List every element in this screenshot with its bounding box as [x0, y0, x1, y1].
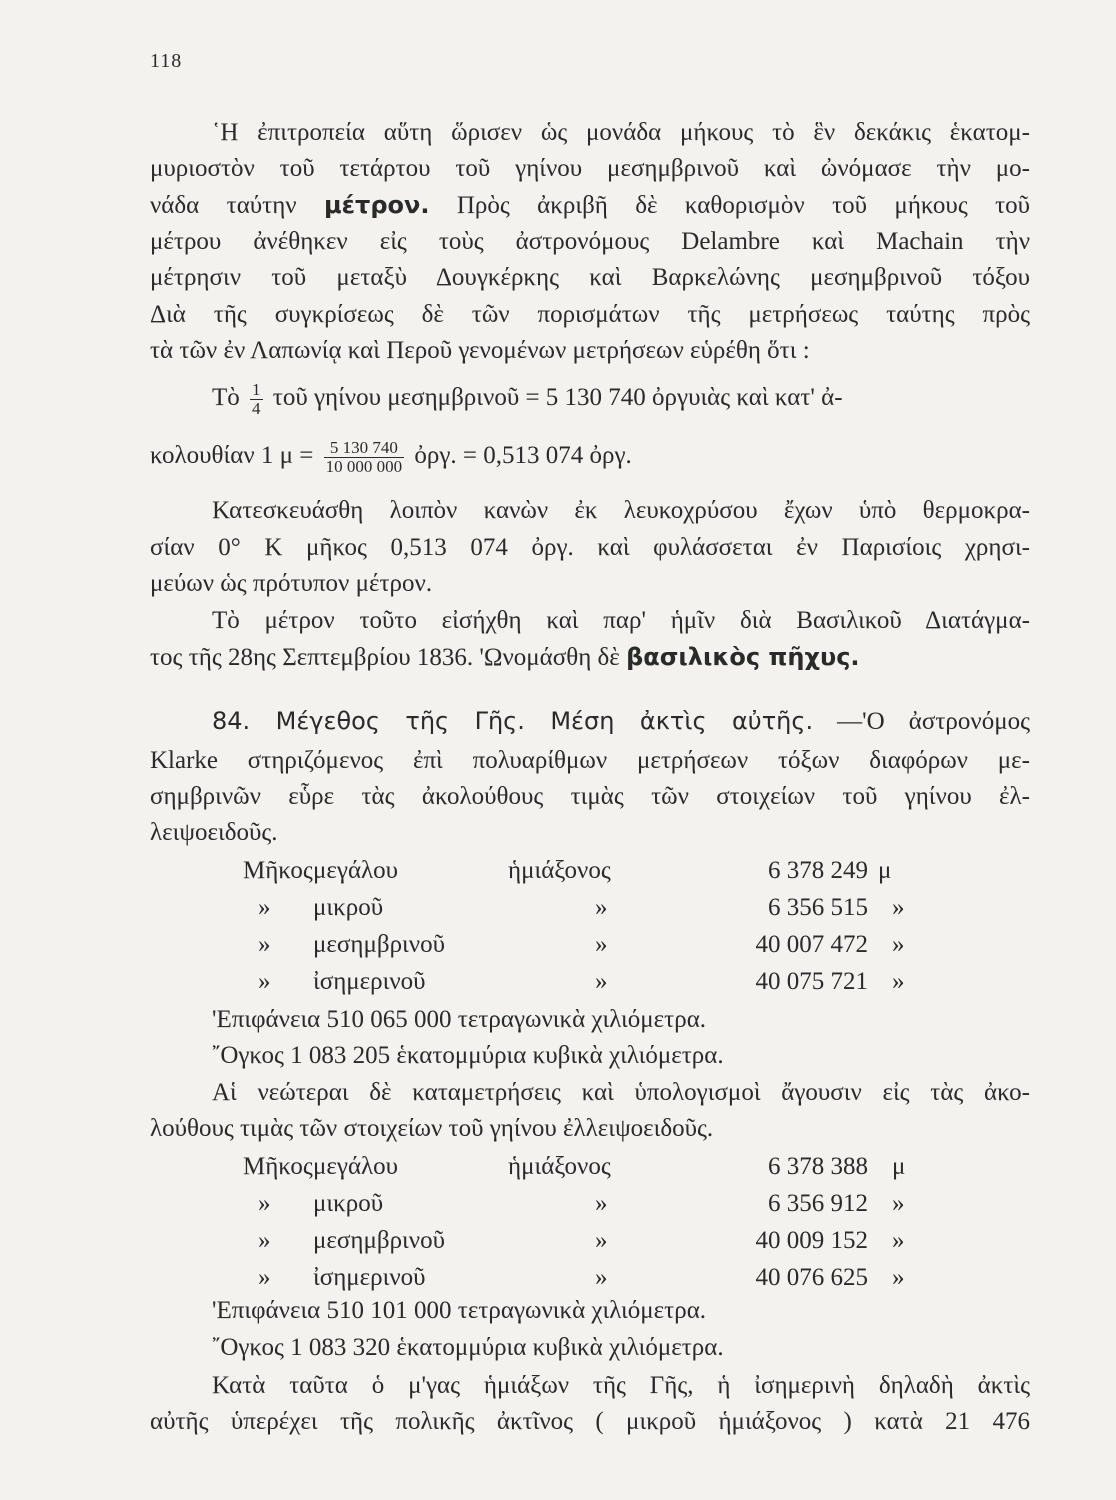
- p2-line-3: μεύων ὡς πρότυπον μέτρον.: [150, 570, 433, 597]
- p3-line-1: Τὸ μέτρον τοῦτο εἰσήχθη καὶ παρ' ἡμῖν διὰ Βασιλικοῦ Διατάγμα-: [212, 607, 1030, 634]
- p5-line-1: Αἱ νεώτεραι δὲ καταμετρήσεις καὶ ὑπολογισμοὶ ἄγουσιν εἰς τὰς ἀκο-: [212, 1079, 1030, 1106]
- surface-1: 'Επιφάνεια 510 065 000 τετραγωνικὰ χιλιόμετρα.: [212, 1006, 707, 1033]
- equation-2: κολουθίαν 1 μ = $\frac{5 130 740}{10 000 000}$ ὀργ. = 0,513 074 ὀργ.: [150, 437, 632, 476]
- p4-line-2: σημβρινῶν εὗρε τὰς ἀκολούθους τιμὰς τῶν στοιχείων τοῦ γηίνου ἐλ-: [150, 783, 1030, 810]
- section-heading-84: 84. Μέγεθος τῆς Γῆς. Μέση ἀκτὶς αὐτῆς. —'Ο ἀστρονόμος: [212, 707, 1030, 735]
- p1-line-6: Διὰ τῆς συγκρίσεως δὲ τῶν πορισμάτων τῆς μετρήσεως ταύτης πρὸς: [150, 301, 1030, 328]
- p6-line-1: Κατὰ ταῦτα ὁ μ'γας ἡμιάξων τῆς Γῆς, ἡ ἰσημερινὴ δηλαδὴ ἀκτὶς: [212, 1372, 1030, 1399]
- table-klarke: Μῆκος μεγάλου ἡμιάξονος 6 378 249 μ » μικροῦ » 6 356 515 » » μεσημβρινοῦ » 40 007 472 » » ἰσημερινοῦ » 40 075 721 »: [243, 857, 905, 995]
- fraction-ratio: $\frac{5 130 740}{10 000 000}$: [325, 437, 403, 476]
- p5-line-2: λούθους τιμὰς τῶν στοιχείων τοῦ γηίνου ἐλλειψοειδοῦς.: [150, 1115, 714, 1142]
- p1-line-3: νάδα ταύτην μέτρον. Πρὸς ἀκριβῆ δὲ καθορισμὸν τοῦ μήκους τοῦ: [150, 191, 1031, 219]
- volume-1: ῎Ογκος 1 083 205 ἑκατομμύρια κυβικὰ χιλιόμετρα.: [212, 1042, 724, 1069]
- table-modern: Μῆκος μεγάλου ἡμιάξονος 6 378 388 μ » μικροῦ » 6 356 912 » » μεσημβρινοῦ » 40 009 152 » » ἰσημερινοῦ » 40 076 625 »: [243, 1153, 906, 1291]
- equation-1: Τὸ $\frac{1}{4}$ τοῦ γηίνου μεσημβρινοῦ = 5 130 740 ὀργυιὰς καὶ κατ' ἀ-: [212, 379, 843, 418]
- p2-line-2: σίαν 0° Κ μῆκος 0,513 074 ὀργ. καὶ φυλάσσεται ἐν Παρισίοις χρησι-: [150, 534, 1030, 561]
- p1-line-1: ῾Η ἐπιτροπεία αὕτη ὥρισεν ὡς μονάδα μήκους τὸ ἓν δεκάκις ἑκατομ-: [212, 119, 1030, 146]
- p1-line-4: μέτρου ἀνέθηκεν εἰς τοὺς ἀστρονόμους Delambre καὶ Machain τὴν: [150, 228, 1030, 255]
- p6-line-2: αὐτῆς ὑπερέχει τῆς πολικῆς ἀκτῖνος ( μικροῦ ἡμιάξονος ) κατὰ 21 476: [150, 1408, 1030, 1435]
- volume-2: ῎Ογκος 1 083 320 ἑκατομμύρια κυβικὰ χιλιόμετρα.: [212, 1334, 724, 1361]
- term-vasilikos-pichys: βασιλικὸς πῆχυς.: [626, 643, 860, 671]
- p3-line-2: τος τῆς 28ης Σεπτεμβρίου 1836. 'Ωνομάσθη δὲ βασιλικὸς πῆχυς.: [150, 643, 860, 671]
- p1-line-5: μέτρησιν τοῦ μεταξὺ Δουγκέρκης καὶ Βαρκελώνης μεσημβρινοῦ τόξου: [150, 264, 1030, 291]
- p1-line-2: μυριοστὸν τοῦ τετάρτου τοῦ γηίνου μεσημβρινοῦ καὶ ὠνόμασε τὴν μο-: [150, 155, 1030, 182]
- fraction-quarter: $\frac{1}{4}$: [252, 379, 261, 418]
- term-metron: μέτρον.: [324, 191, 430, 219]
- p4-line-3: λειψοειδοῦς.: [150, 819, 278, 846]
- p1-line-7: τὰ τῶν ἐν Λαπωνίᾳ καὶ Περοῦ γενομένων μετρήσεων εὑρέθη ὅτι :: [150, 337, 810, 364]
- surface-2: 'Επιφάνεια 510 101 000 τετραγωνικὰ χιλιόμετρα.: [212, 1297, 707, 1324]
- page-number: 118: [150, 50, 183, 72]
- section-title: 84. Μέγεθος τῆς Γῆς. Μέση ἀκτὶς αὐτῆς.: [212, 707, 814, 735]
- p2-line-1: Κατεσκευάσθη λοιπὸν κανὼν ἐκ λευκοχρύσου ἔχων ὑπὸ θερμοκρα-: [212, 497, 1030, 524]
- p4-line-1: Klarke στηριζόμενος ἐπὶ πολυαρίθμων μετρήσεων τόξων διαφόρων με-: [150, 747, 1030, 774]
